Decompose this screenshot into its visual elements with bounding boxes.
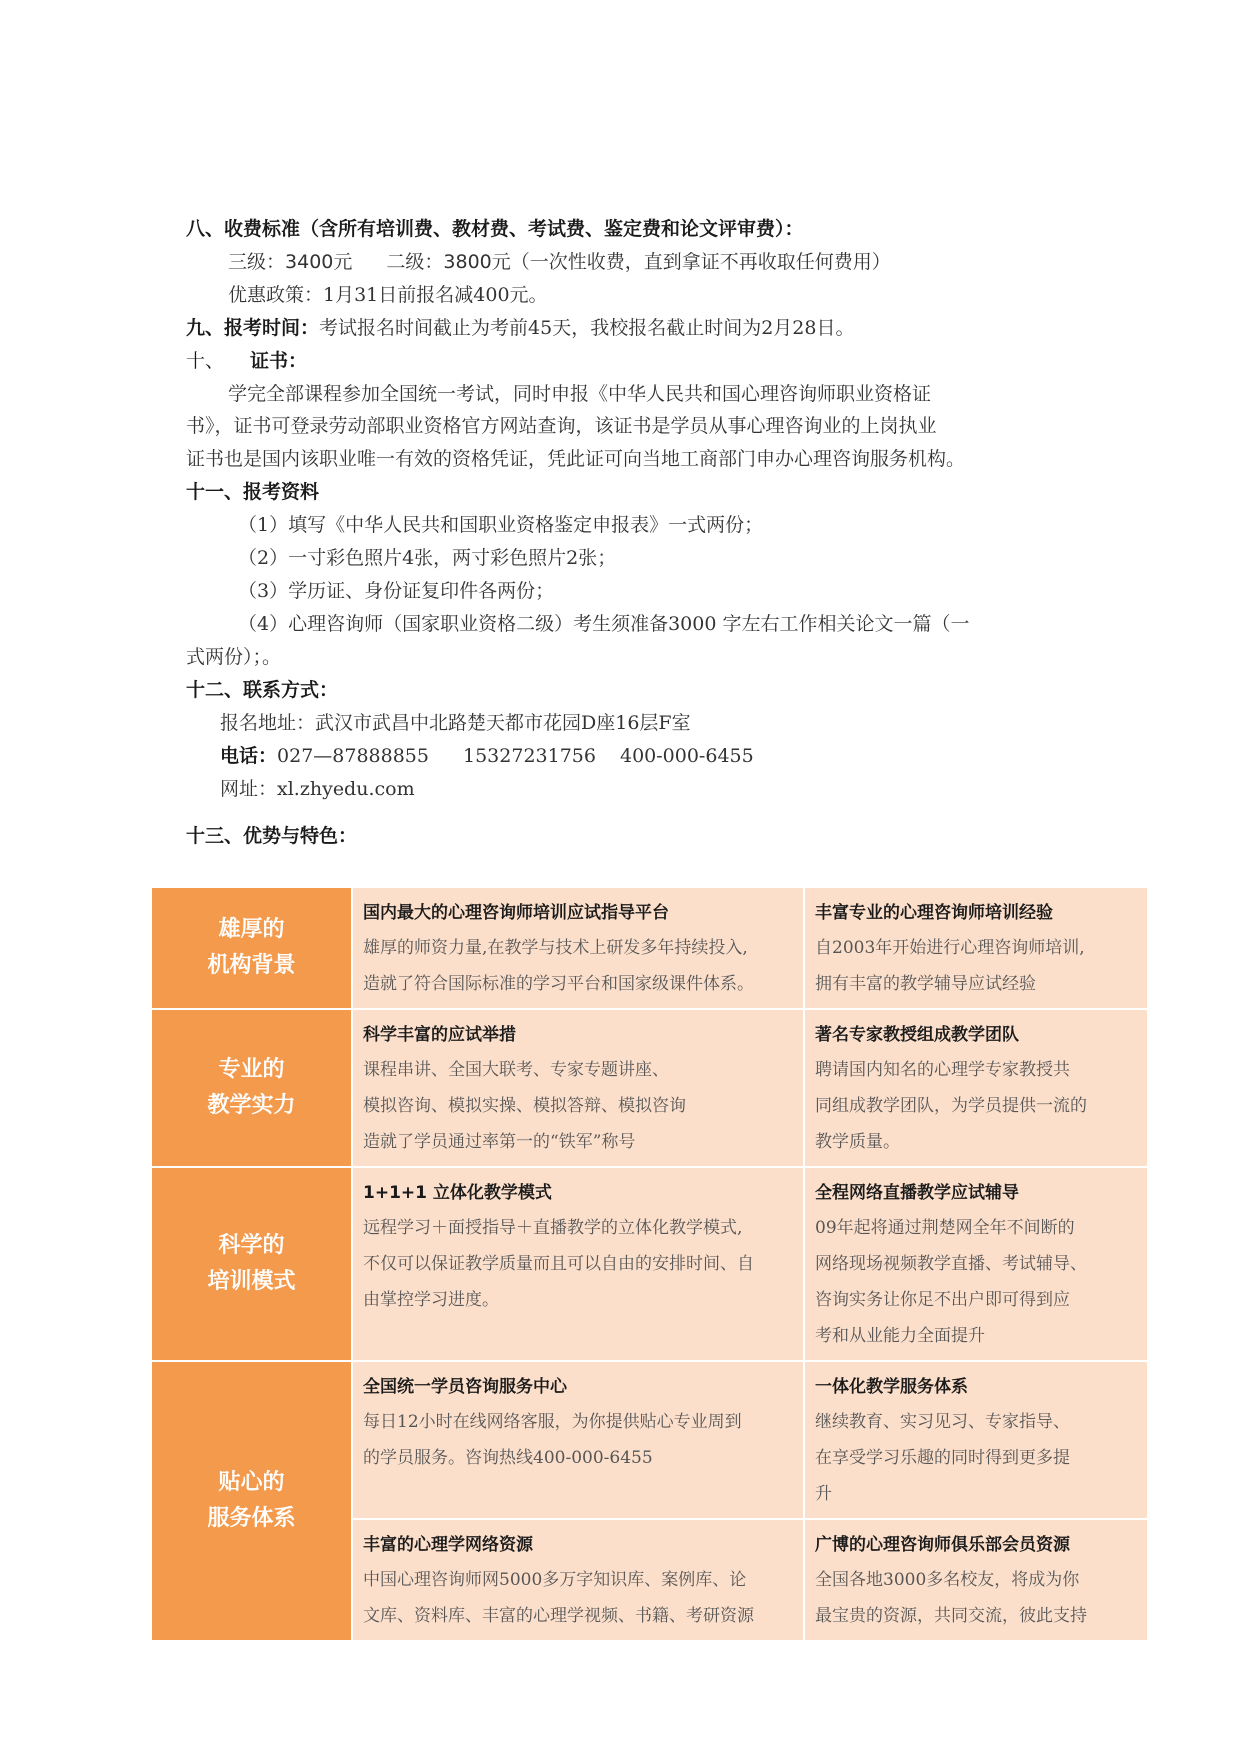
feature-title: 丰富专业的心理咨询师培训经验 — [815, 903, 1053, 923]
feature-title: 国内最大的心理咨询师培训应试指导平台 — [363, 903, 669, 923]
feature-text: 自2003年开始进行心理咨询师培训, — [815, 938, 1085, 958]
feature-text: 咨询实务让你足不出户即可得到应 — [815, 1290, 1070, 1310]
category-label: 培训模式 — [207, 1269, 296, 1294]
feature-cell — [804, 1519, 1148, 1641]
feature-text: 造就了学员通过率第一的“铁军”称号 — [363, 1132, 636, 1152]
table-row — [151, 1167, 1148, 1361]
feature-text: 继续教育、实习见习、专家指导、 — [815, 1412, 1070, 1432]
feature-cell — [352, 1167, 804, 1361]
feature-title: 一体化教学服务体系 — [815, 1377, 968, 1397]
table-row — [151, 887, 1148, 1009]
phone-label: 电话： — [220, 745, 278, 767]
materials-item: （1）填写《中华人民共和国职业资格鉴定申报表》一式两份； — [238, 514, 764, 536]
certificate-heading-num: 十、 — [186, 350, 225, 372]
phone-number[interactable]: 027—87888855 — [277, 745, 429, 767]
certificate-line: 学完全部课程参加全国统一考试，同时申报《中华人民共和国心理咨询师职业资格证 — [228, 383, 932, 405]
phone-number[interactable]: 15327231756 — [463, 745, 596, 767]
feature-title: 全国统一学员咨询服务中心 — [363, 1377, 567, 1397]
feature-text: 在享受学习乐趣的同时得到更多提 — [815, 1448, 1070, 1468]
level3-label: 三级： — [228, 251, 286, 273]
category-cell — [151, 1009, 352, 1167]
category-cell — [151, 1167, 352, 1361]
fees-line — [228, 248, 891, 276]
fee-note: （一次性收费，直到拿证不再收取任何费用） — [510, 251, 891, 273]
certificate-heading-label: 证书： — [250, 350, 308, 372]
feature-title: 全程网络直播教学应试辅导 — [815, 1183, 1019, 1203]
feature-title: 1+1+1 立体化教学模式 — [363, 1183, 552, 1203]
materials-item: （4）心理咨询师（国家职业资格二级）考生须准备3000 字左右工作相关论文一篇（一 — [238, 613, 970, 635]
category-label: 教学实力 — [207, 1093, 296, 1118]
level3-amount: 3400元 — [285, 251, 353, 273]
feature-text: 每日12小时在线网络客服，为你提供贴心专业周到 — [363, 1412, 742, 1432]
category-label: 贴心的 — [218, 1470, 285, 1495]
table-row — [151, 1361, 1148, 1519]
feature-text: 拥有丰富的教学辅导应试经验 — [815, 974, 1036, 994]
feature-text: 远程学习＋面授指导＋直播教学的立体化教学模式, — [363, 1218, 743, 1238]
materials-heading: 十一、报考资料 — [186, 481, 320, 503]
category-label: 雄厚的 — [218, 917, 285, 942]
contact-phone — [220, 742, 754, 770]
contact-website[interactable]: 网址：xl.zhyedu.com — [220, 778, 415, 800]
feature-text: 课程串讲、全国大联考、专家专题讲座、 — [363, 1060, 669, 1080]
materials-item-cont: 式两份）；。 — [186, 646, 282, 668]
contact-address: 报名地址：武汉市武昌中北路楚天都市花园D座16层F室 — [220, 712, 691, 734]
feature-title: 著名专家教授组成教学团队 — [815, 1025, 1019, 1045]
feature-title: 广博的心理咨询师俱乐部会员资源 — [815, 1535, 1070, 1555]
feature-text: 09年起将通过荆楚网全年不间断的 — [815, 1218, 1075, 1238]
phone-number[interactable]: 400-000-6455 — [619, 745, 754, 767]
feature-text: 升 — [815, 1484, 832, 1504]
feature-cell — [352, 1009, 804, 1167]
category-label: 科学的 — [218, 1233, 285, 1258]
materials-item: （2）一寸彩色照片4张，两寸彩色照片2张； — [238, 547, 617, 569]
certificate-line: 书》，证书可登录劳动部职业资格官方网站查询，该证书是学员从事心理咨询业的上岗执业 — [186, 415, 937, 437]
feature-text: 由掌控学习进度。 — [363, 1290, 499, 1310]
feature-text: 雄厚的师资力量,在教学与技术上研发多年持续投入, — [363, 938, 748, 958]
feature-text: 的学员服务。咨询热线400-000-6455 — [363, 1448, 653, 1468]
feature-cell — [352, 887, 804, 1009]
table-row — [151, 1009, 1148, 1167]
contact-heading: 十二、联系方式： — [186, 679, 339, 701]
feature-cell — [804, 887, 1148, 1009]
feature-text: 同组成教学团队，为学员提供一流的 — [815, 1096, 1087, 1116]
exam-time-text: 考试报名时间截止为考前45天，我校报名截止时间为2月28日。 — [319, 317, 855, 339]
category-cell — [151, 887, 352, 1009]
discount-policy: 优惠政策：1月31日前报名减400元。 — [228, 284, 548, 306]
level2-amount: 3800元 — [443, 251, 511, 273]
advantages-heading: 十三、优势与特色： — [186, 825, 358, 847]
feature-title: 科学丰富的应试举措 — [363, 1025, 516, 1045]
level2-label: 二级： — [386, 251, 444, 273]
feature-text: 全国各地3000多名校友，将成为你 — [815, 1570, 1080, 1590]
advantages-table — [150, 886, 1149, 1642]
feature-text: 造就了符合国际标准的学习平台和国家级课件体系。 — [363, 974, 754, 994]
category-label: 机构背景 — [207, 953, 296, 978]
materials-item: （3）学历证、身份证复印件各两份； — [238, 580, 555, 602]
feature-text: 不仅可以保证教学质量而且可以自由的安排时间、自 — [363, 1254, 754, 1274]
fees-heading: 八、收费标准（含所有培训费、教材费、考试费、鉴定费和论文评审费）： — [186, 218, 804, 240]
exam-time-heading: 九、报考时间： — [186, 317, 320, 339]
feature-text: 考和从业能力全面提升 — [815, 1326, 985, 1346]
category-label: 服务体系 — [207, 1506, 296, 1531]
feature-cell — [352, 1519, 804, 1641]
feature-text: 聘请国内知名的心理学专家教授共 — [815, 1060, 1070, 1080]
feature-text: 教学质量。 — [815, 1132, 900, 1152]
feature-text: 中国心理咨询师网5000多万字知识库、案例库、论 — [363, 1570, 747, 1590]
exam-time — [186, 314, 854, 342]
certificate-line: 证书也是国内该职业唯一有效的资格凭证，凭此证可向当地工商部门申办心理咨询服务机构。 — [186, 448, 966, 470]
certificate-heading — [186, 347, 307, 375]
category-cell — [151, 1361, 352, 1641]
feature-cell — [804, 1009, 1148, 1167]
feature-cell — [352, 1361, 804, 1519]
feature-cell — [804, 1167, 1148, 1361]
feature-text: 网络现场视频教学直播、考试辅导、 — [815, 1254, 1087, 1274]
feature-text: 模拟咨询、模拟实操、模拟答辩、模拟咨询 — [363, 1096, 686, 1116]
feature-cell — [804, 1361, 1148, 1519]
feature-text: 文库、资料库、丰富的心理学视频、书籍、考研资源 — [363, 1606, 754, 1626]
feature-text: 最宝贵的资源，共同交流，彼此支持 — [815, 1606, 1087, 1626]
feature-title: 丰富的心理学网络资源 — [363, 1535, 533, 1555]
category-label: 专业的 — [218, 1057, 285, 1082]
